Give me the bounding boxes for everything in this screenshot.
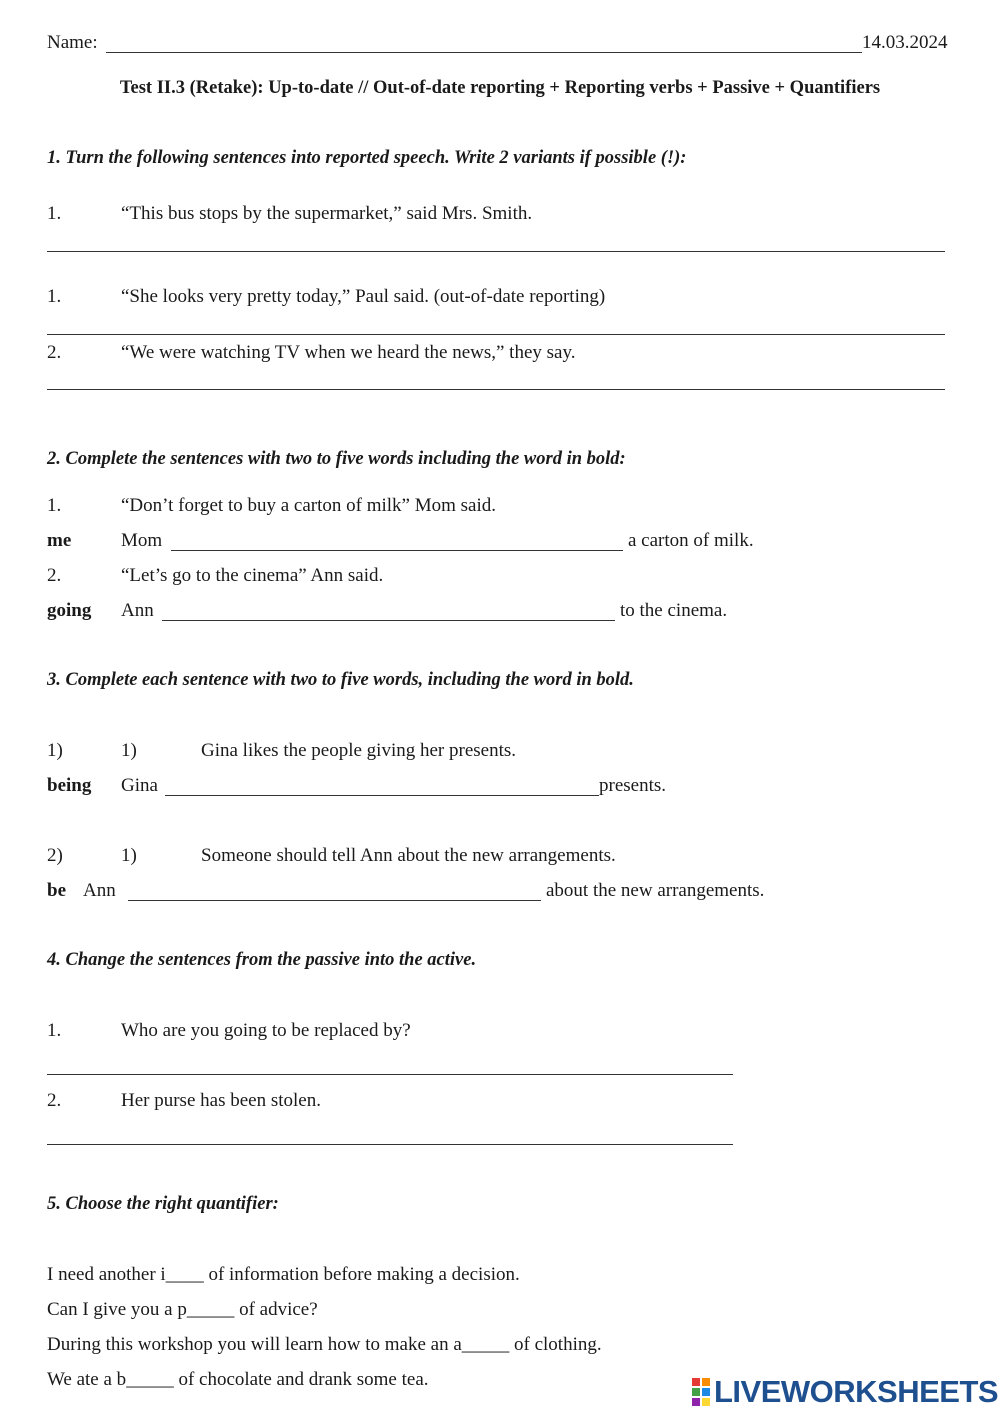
s3-item-2-number: 2) bbox=[47, 845, 63, 866]
logo-square-5 bbox=[692, 1398, 700, 1406]
s3-item-1-keyword: being bbox=[47, 775, 92, 796]
s1-item-1-text: “This bus stops by the supermarket,” said Mrs. Smith. bbox=[121, 203, 533, 224]
s5-item-1 bbox=[47, 1264, 520, 1286]
logo-text: LIVEWORKSHEETS bbox=[714, 1374, 999, 1409]
s2-item-1-end: a carton of milk. bbox=[628, 530, 754, 551]
s2-item-1-answer-line[interactable] bbox=[171, 550, 623, 551]
s2-item-1-start: Mom bbox=[121, 530, 163, 551]
section-1-heading: 1. Turn the following sentences into reported speech. Write 2 variants if possible (!): bbox=[47, 148, 687, 168]
s5-item-4-before: We ate a b bbox=[47, 1369, 127, 1390]
s2-item-2-text: “Let’s go to the cinema” Ann said. bbox=[121, 565, 384, 586]
s1-item-1-answer-line[interactable] bbox=[47, 251, 945, 252]
s5-item-2-before: Can I give you a p bbox=[47, 1299, 187, 1320]
s3-item-2-end: about the new arrangements. bbox=[546, 880, 765, 901]
section-4-heading: 4. Change the sentences from the passive into the active. bbox=[47, 950, 477, 970]
s2-item-1-text: “Don’t forget to buy a carton of milk” Mom said. bbox=[121, 495, 496, 516]
s5-item-2-after: of advice? bbox=[234, 1299, 318, 1320]
s5-item-1-blank[interactable]: ____ bbox=[165, 1264, 204, 1285]
name-label: Name: bbox=[47, 32, 98, 53]
s3-item-1-text: Gina likes the people giving her presents. bbox=[201, 740, 517, 761]
s5-item-3-before: During this workshop you will learn how to make an a bbox=[47, 1334, 462, 1355]
s5-item-4-after: of chocolate and drank some tea. bbox=[173, 1369, 429, 1390]
logo-square-3 bbox=[692, 1388, 700, 1396]
section-2-heading: 2. Complete the sentences with two to five words including the word in bold: bbox=[47, 449, 626, 469]
liveworksheets-logo[interactable] bbox=[692, 1374, 998, 1410]
logo-grid-icon bbox=[692, 1378, 710, 1406]
s4-item-2-number: 2. bbox=[47, 1090, 62, 1111]
section-3-heading: 3. Complete each sentence with two to five words, including the word in bold. bbox=[47, 670, 634, 690]
s5-item-4-blank[interactable]: _____ bbox=[126, 1369, 174, 1390]
s1-item-1-number: 1. bbox=[47, 203, 62, 224]
s3-item-2-answer-line[interactable] bbox=[128, 900, 541, 901]
s1-item-3-answer-line[interactable] bbox=[47, 389, 945, 390]
s5-item-3 bbox=[47, 1334, 602, 1356]
logo-square-1 bbox=[692, 1378, 700, 1386]
s4-item-1-number: 1. bbox=[47, 1020, 62, 1041]
page-title: Test II.3 (Retake): Up-to-date // Out-of-date reporting + Reporting verbs + Passive + Quantifiers bbox=[119, 78, 881, 98]
s5-item-3-blank[interactable]: _____ bbox=[461, 1334, 510, 1355]
s3-item-1-subnumber: 1) bbox=[121, 740, 137, 761]
s4-item-2-text: Her purse has been stolen. bbox=[121, 1090, 321, 1111]
s2-item-1-keyword: me bbox=[47, 530, 72, 551]
s4-item-1-answer-line[interactable] bbox=[47, 1074, 733, 1075]
s3-item-1-number: 1) bbox=[47, 740, 63, 761]
s2-item-1-number: 1. bbox=[47, 495, 62, 516]
s3-item-2-keyword: be bbox=[47, 880, 66, 901]
s1-item-2-text: “She looks very pretty today,” Paul said. (out-of-date reporting) bbox=[121, 286, 606, 307]
name-answer-line[interactable] bbox=[106, 52, 862, 53]
s2-item-2-keyword: going bbox=[47, 600, 92, 621]
s5-item-2 bbox=[47, 1299, 318, 1321]
logo-square-4 bbox=[702, 1388, 710, 1396]
s3-item-1-start: Gina bbox=[121, 775, 158, 796]
s1-item-3-number: 2. bbox=[47, 342, 62, 363]
s4-item-2-answer-line[interactable] bbox=[47, 1144, 733, 1145]
s1-item-2-answer-line[interactable] bbox=[47, 334, 945, 335]
s5-item-2-blank[interactable]: _____ bbox=[186, 1299, 235, 1320]
s2-item-2-start: Ann bbox=[121, 600, 154, 621]
s3-item-1-answer-line[interactable] bbox=[165, 795, 599, 796]
s2-item-2-answer-line[interactable] bbox=[162, 620, 615, 621]
s5-item-1-after: of information before making a decision. bbox=[203, 1264, 520, 1285]
section-5-heading: 5. Choose the right quantifier: bbox=[47, 1194, 279, 1214]
s5-item-1-before: I need another i bbox=[47, 1264, 166, 1285]
logo-square-6 bbox=[702, 1398, 710, 1406]
logo-square-2 bbox=[702, 1378, 710, 1386]
s2-item-2-end: to the cinema. bbox=[620, 600, 728, 621]
s3-item-2-subnumber: 1) bbox=[121, 845, 137, 866]
s1-item-3-text: “We were watching TV when we heard the news,” they say. bbox=[121, 342, 576, 363]
s1-item-2-number: 1. bbox=[47, 286, 62, 307]
s5-item-4 bbox=[47, 1369, 429, 1391]
s2-item-2-number: 2. bbox=[47, 565, 62, 586]
s3-item-2-start: Ann bbox=[83, 880, 116, 901]
date: 14.03.2024 bbox=[862, 32, 948, 53]
s5-item-3-after: of clothing. bbox=[509, 1334, 602, 1355]
s3-item-2-text: Someone should tell Ann about the new arrangements. bbox=[201, 845, 616, 866]
s4-item-1-text: Who are you going to be replaced by? bbox=[121, 1020, 411, 1041]
s3-item-1-end: presents. bbox=[599, 775, 667, 796]
